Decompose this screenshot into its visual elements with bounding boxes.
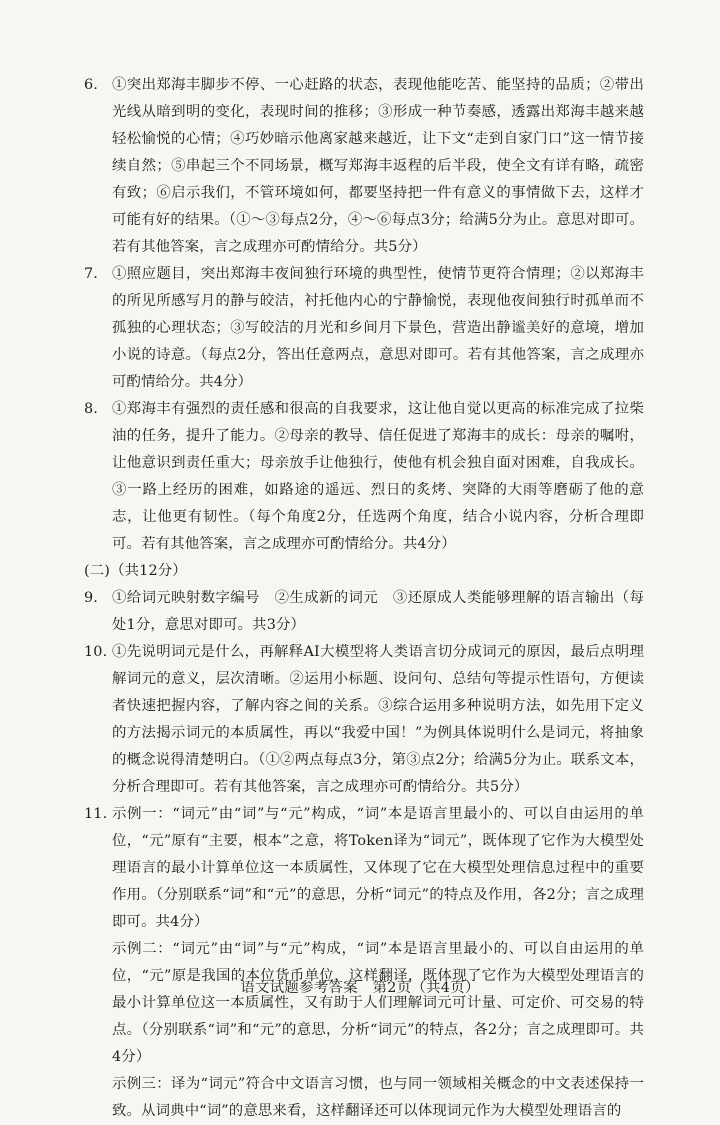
item-number: 6. [84, 77, 99, 93]
item-number: 11. [84, 806, 108, 822]
answer-item-11 [84, 801, 644, 1125]
item-number: 7. [84, 266, 99, 282]
answer-item-8 [84, 396, 644, 558]
answer-text: ①给词元映射数字编号 ②生成新的词元 ③还原成人类能够理解的语言输出（每处1分，意思对即可。共3分） [112, 590, 644, 633]
example-two: 示例二：“词元”由“词”与“元”构成，“词”本是语言里最小的、可以自由运用的单位，“元”原是我国的本位货币单位，这样翻译，既体现了它作为大模型处理语言的最小计算单位这一本质属性，又有助于人们理解词元可计量、可定价、可交易的特点。（分别联系“词”和“元”的意思，分析“词元”的特点，各2分；言之成理即可。共4分） [112, 941, 644, 1065]
section-heading: (二)（共12分） [84, 563, 187, 579]
item-number: 9. [84, 590, 99, 606]
page-content [84, 72, 644, 1125]
answer-text: ①突出郑海丰脚步不停、一心赶路的状态，表现他能吃苦、能坚持的品质；②带出光线从暗到明的变化，表现时间的推移；③形成一种节奏感，透露出郑海丰越来越轻松愉悦的心情；④巧妙暗示他离家越来越近，让下文“走到自家门口”这一情节接续自然；⑤串起三个不同场景，概写郑海丰返程的后半段，使全文有详有略，疏密有致；⑥启示我们，不管环境如何，都要坚持把一件有意义的事情做下去，这样才可能有好的结果。（①～③每点2分，④～⑥每点3分；给满5分为止。意思对即可。若有其他答案，言之成理亦可酌情给分。共5分） [112, 77, 644, 255]
answer-item-9 [84, 585, 644, 639]
item-number: 10. [84, 644, 108, 660]
answer-item-6 [84, 72, 644, 261]
page-footer: 语文试题参考答案 第2页（共4页） [240, 980, 480, 996]
answer-text: ①郑海丰有强烈的责任感和很高的自我要求，这让他自觉以更高的标准完成了拉柴油的任务，提升了能力。②母亲的教导、信任促进了郑海丰的成长：母亲的嘱咐，让他意识到责任重大；母亲放手让他独行，使他有机会独自面对困难，自我成长。③一路上经历的困难，如路途的遥远、烈日的炙烤、突降的大雨等磨砺了他的意志，让他更有韧性。（每个角度2分，任选两个角度，结合小说内容，分析合理即可。若有其他答案，言之成理亦可酌情给分。共4分） [112, 401, 644, 552]
item-number: 8. [84, 401, 99, 417]
answer-item-10 [84, 639, 644, 801]
answer-item-7 [84, 261, 644, 396]
example-three: 示例三：译为“词元”符合中文语言习惯，也与同一领域相关概念的中文表述保持一致。从词典中“词”的意思来看，这样翻译还可以体现词元作为大模型处理语言的 [112, 1076, 644, 1119]
example-one: 示例一：“词元”由“词”与“元”构成，“词”本是语言里最小的、可以自由运用的单位，“元”原有“主要，根本”之意，将Token译为“词元”，既体现了它作为大模型处理语言的最小计算单位这一本质属性，又体现了它在大模型处理信息过程中的重要作用。（分别联系“词”和“元”的意思，分析“词元”的特点及作用，各2分；言之成理即可。共4分） [112, 806, 644, 930]
answer-text: ①照应题目，突出郑海丰夜间独行环境的典型性，使情节更符合情理；②以郑海丰的所见所感写月的静与皎洁，衬托他内心的宁静愉悦，表现他夜间独行时孤单而不孤独的心理状态；③写皎洁的月光和乡间月下景色，营造出静谧美好的意境，增加小说的诗意。（每点2分，答出任意两点，意思对即可。若有其他答案，言之成理亦可酌情给分。共4分） [112, 266, 644, 390]
answer-text: ①先说明词元是什么，再解释AI大模型将人类语言切分成词元的原因，最后点明理解词元的意义，层次清晰。②运用小标题、设问句、总结句等提示性语句，方便读者快速把握内容，了解内容之间的关系。③综合运用多种说明方法，如先用下定义的方法揭示词元的本质属性，再以“我爱中国！”为例具体说明什么是词元，将抽象的概念说得清楚明白。（①②两点每点3分，第③点2分；给满5分为止。联系文本，分析合理即可。若有其他答案，言之成理亦可酌情给分。共5分） [112, 644, 644, 795]
